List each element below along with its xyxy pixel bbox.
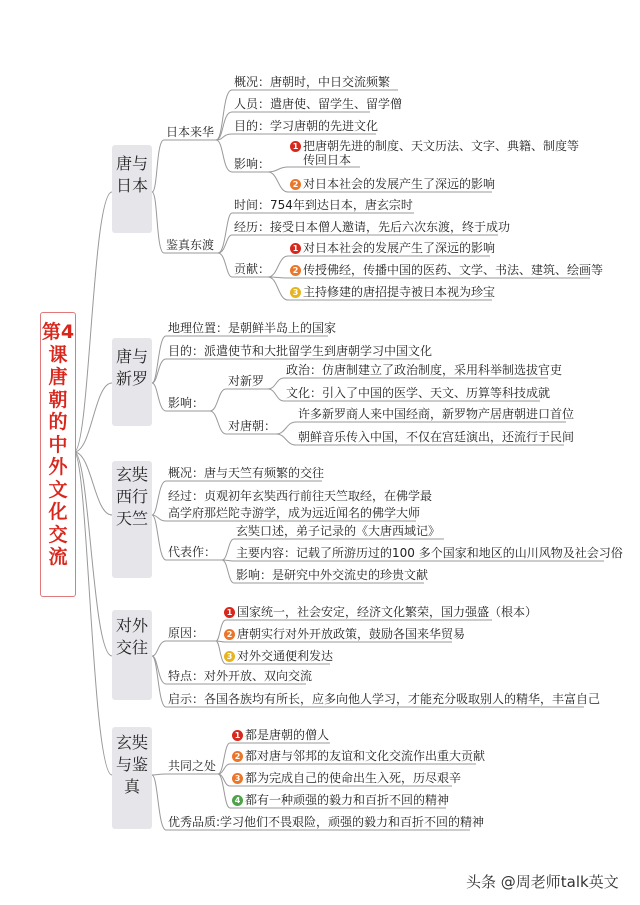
japan-envoy-label: 日本来华 bbox=[166, 125, 215, 139]
category-japan bbox=[112, 145, 152, 233]
silla-geo: 地理位置：是朝鲜半岛上的国家 bbox=[168, 321, 337, 335]
number-badge-1: 1 bbox=[290, 243, 301, 254]
category-japan-label: 唐与日本 bbox=[115, 154, 148, 195]
jianzhen-contrib-label: 贡献： bbox=[234, 262, 271, 276]
compare-common-2: 2 都对唐与邻邦的友谊和文化交流作出重大贡献 bbox=[232, 748, 485, 764]
jianzhen-label: 鉴真东渡 bbox=[166, 238, 215, 252]
category-foreign-label: 对外交往 bbox=[115, 616, 148, 657]
silla-purpose: 目的：派遣使节和大批留学生到唐朝学习中国文化 bbox=[168, 344, 433, 358]
foreign-feature: 特点：对外开放、双向交流 bbox=[168, 669, 313, 683]
silla-to-silla-label: 对新罗 bbox=[228, 374, 265, 388]
category-silla bbox=[112, 338, 152, 426]
silla-to-tang-label: 对唐朝： bbox=[228, 419, 277, 433]
number-badge-1: 1 bbox=[290, 141, 301, 152]
xuanzang-works-3: 影响：是研究中外交流史的珍贵文献 bbox=[236, 568, 429, 582]
jianzhen-experience: 经历：接受日本僧人邀请，先后六次东渡，终于成功 bbox=[234, 220, 511, 234]
number-badge-3: 3 bbox=[224, 651, 235, 662]
jianzhen-contrib-2: 2 传授佛经，传播中国的医药、文学、书法、建筑、绘画等 bbox=[290, 262, 603, 278]
silla-politics: 政治：仿唐制建立了政治制度，采用科举制选拔官吏 bbox=[286, 363, 563, 377]
japan-envoy-people: 人员：遣唐使、留学生、留学僧 bbox=[234, 97, 403, 111]
xuanzang-process-line1: 经过：贞观初年玄奘西行前往天竺取经，在佛学最 bbox=[168, 489, 433, 503]
root-title-box bbox=[40, 312, 76, 597]
japan-envoy-purpose: 目的：学习唐朝的先进文化 bbox=[234, 119, 379, 133]
category-xuanzang-label: 玄奘西行天竺 bbox=[115, 465, 148, 528]
japan-envoy-impact-2: 2 对日本社会的发展产生了深远的影响 bbox=[290, 176, 495, 192]
number-badge-2: 2 bbox=[224, 629, 235, 640]
jianzhen-contrib-3: 3 主持修建的唐招提寺被日本视为珍宝 bbox=[290, 284, 495, 300]
foreign-reason-1: 1 国家统一，社会安定，经济文化繁荣，国力强盛（根本） bbox=[224, 604, 537, 620]
category-compare bbox=[112, 727, 152, 829]
root-title: 第4课唐朝的中外文化交流 bbox=[41, 321, 75, 568]
japan-envoy-overview: 概况：唐朝时，中日交流频繁 bbox=[234, 75, 391, 89]
category-xuanzang bbox=[112, 461, 152, 578]
xuanzang-works-1: 玄奘口述，弟子记录的《大唐西域记》 bbox=[236, 524, 441, 538]
japan-envoy-impact-label: 影响： bbox=[234, 157, 271, 171]
number-badge-2: 2 bbox=[290, 179, 301, 190]
number-badge-2: 2 bbox=[290, 265, 301, 276]
foreign-reason-label: 原因： bbox=[168, 626, 205, 640]
compare-common-4: 4 都有一种顽强的毅力和百折不回的精神 bbox=[232, 792, 449, 808]
compare-common-1: 1 都是唐朝的僧人 bbox=[232, 727, 329, 743]
japan-envoy-impact-1-line2: 传回日本 bbox=[303, 153, 352, 167]
number-badge-3: 3 bbox=[290, 287, 301, 298]
xuanzang-works-label: 代表作： bbox=[168, 545, 217, 559]
foreign-lesson: 启示：各国各族均有所长，应多向他人学习，才能充分吸取别人的精华，丰富自己 bbox=[168, 692, 601, 706]
silla-tang-2: 朝鲜音乐传入中国，不仅在宫廷演出，还流行于民间 bbox=[298, 430, 575, 444]
foreign-reason-3: 3 对外交通便利发达 bbox=[224, 648, 333, 664]
number-badge-1: 1 bbox=[224, 607, 235, 618]
compare-common-label: 共同之处 bbox=[168, 759, 217, 773]
category-compare-label: 玄奘与鉴真 bbox=[115, 733, 148, 796]
number-badge-3: 3 bbox=[232, 773, 243, 784]
xuanzang-overview: 概况：唐与天竺有频繁的交往 bbox=[168, 466, 325, 480]
jianzhen-time: 时间：754年到达日本，唐玄宗时 bbox=[234, 198, 413, 212]
number-badge-1: 1 bbox=[232, 730, 243, 741]
number-badge-2: 2 bbox=[232, 751, 243, 762]
japan-envoy-impact-1-line1: 把唐朝先进的制度、天文历法、文字、典籍、制度等 bbox=[303, 139, 580, 153]
watermark: 头条 @周老师talk英文 bbox=[466, 873, 619, 891]
compare-common-3: 3 都为完成自己的使命出生入死，历尽艰辛 bbox=[232, 770, 461, 786]
xuanzang-works-2: 主要内容：记载了所游历过的100 多个国家和地区的山川风物及社会习俗 bbox=[236, 546, 623, 560]
xuanzang-process-line2: 高学府那烂陀寺游学，成为远近闻名的佛学大师 bbox=[168, 506, 421, 520]
silla-culture: 文化：引入了中国的医学、天文、历算等科技成就 bbox=[286, 386, 551, 400]
category-foreign bbox=[112, 610, 152, 700]
silla-impact-label: 影响： bbox=[168, 396, 205, 410]
foreign-reason-2: 2 唐朝实行对外开放政策，鼓励各国来华贸易 bbox=[224, 626, 465, 642]
jianzhen-contrib-1: 1 对日本社会的发展产生了深远的影响 bbox=[290, 240, 495, 256]
category-silla-label: 唐与新罗 bbox=[115, 347, 148, 388]
compare-quality: 优秀品质:学习他们不畏艰险，顽强的毅力和百折不回的精神 bbox=[168, 815, 485, 829]
silla-tang-1: 许多新罗商人来中国经商，新罗物产居唐朝进口首位 bbox=[298, 407, 575, 421]
number-badge-4: 4 bbox=[232, 795, 243, 806]
